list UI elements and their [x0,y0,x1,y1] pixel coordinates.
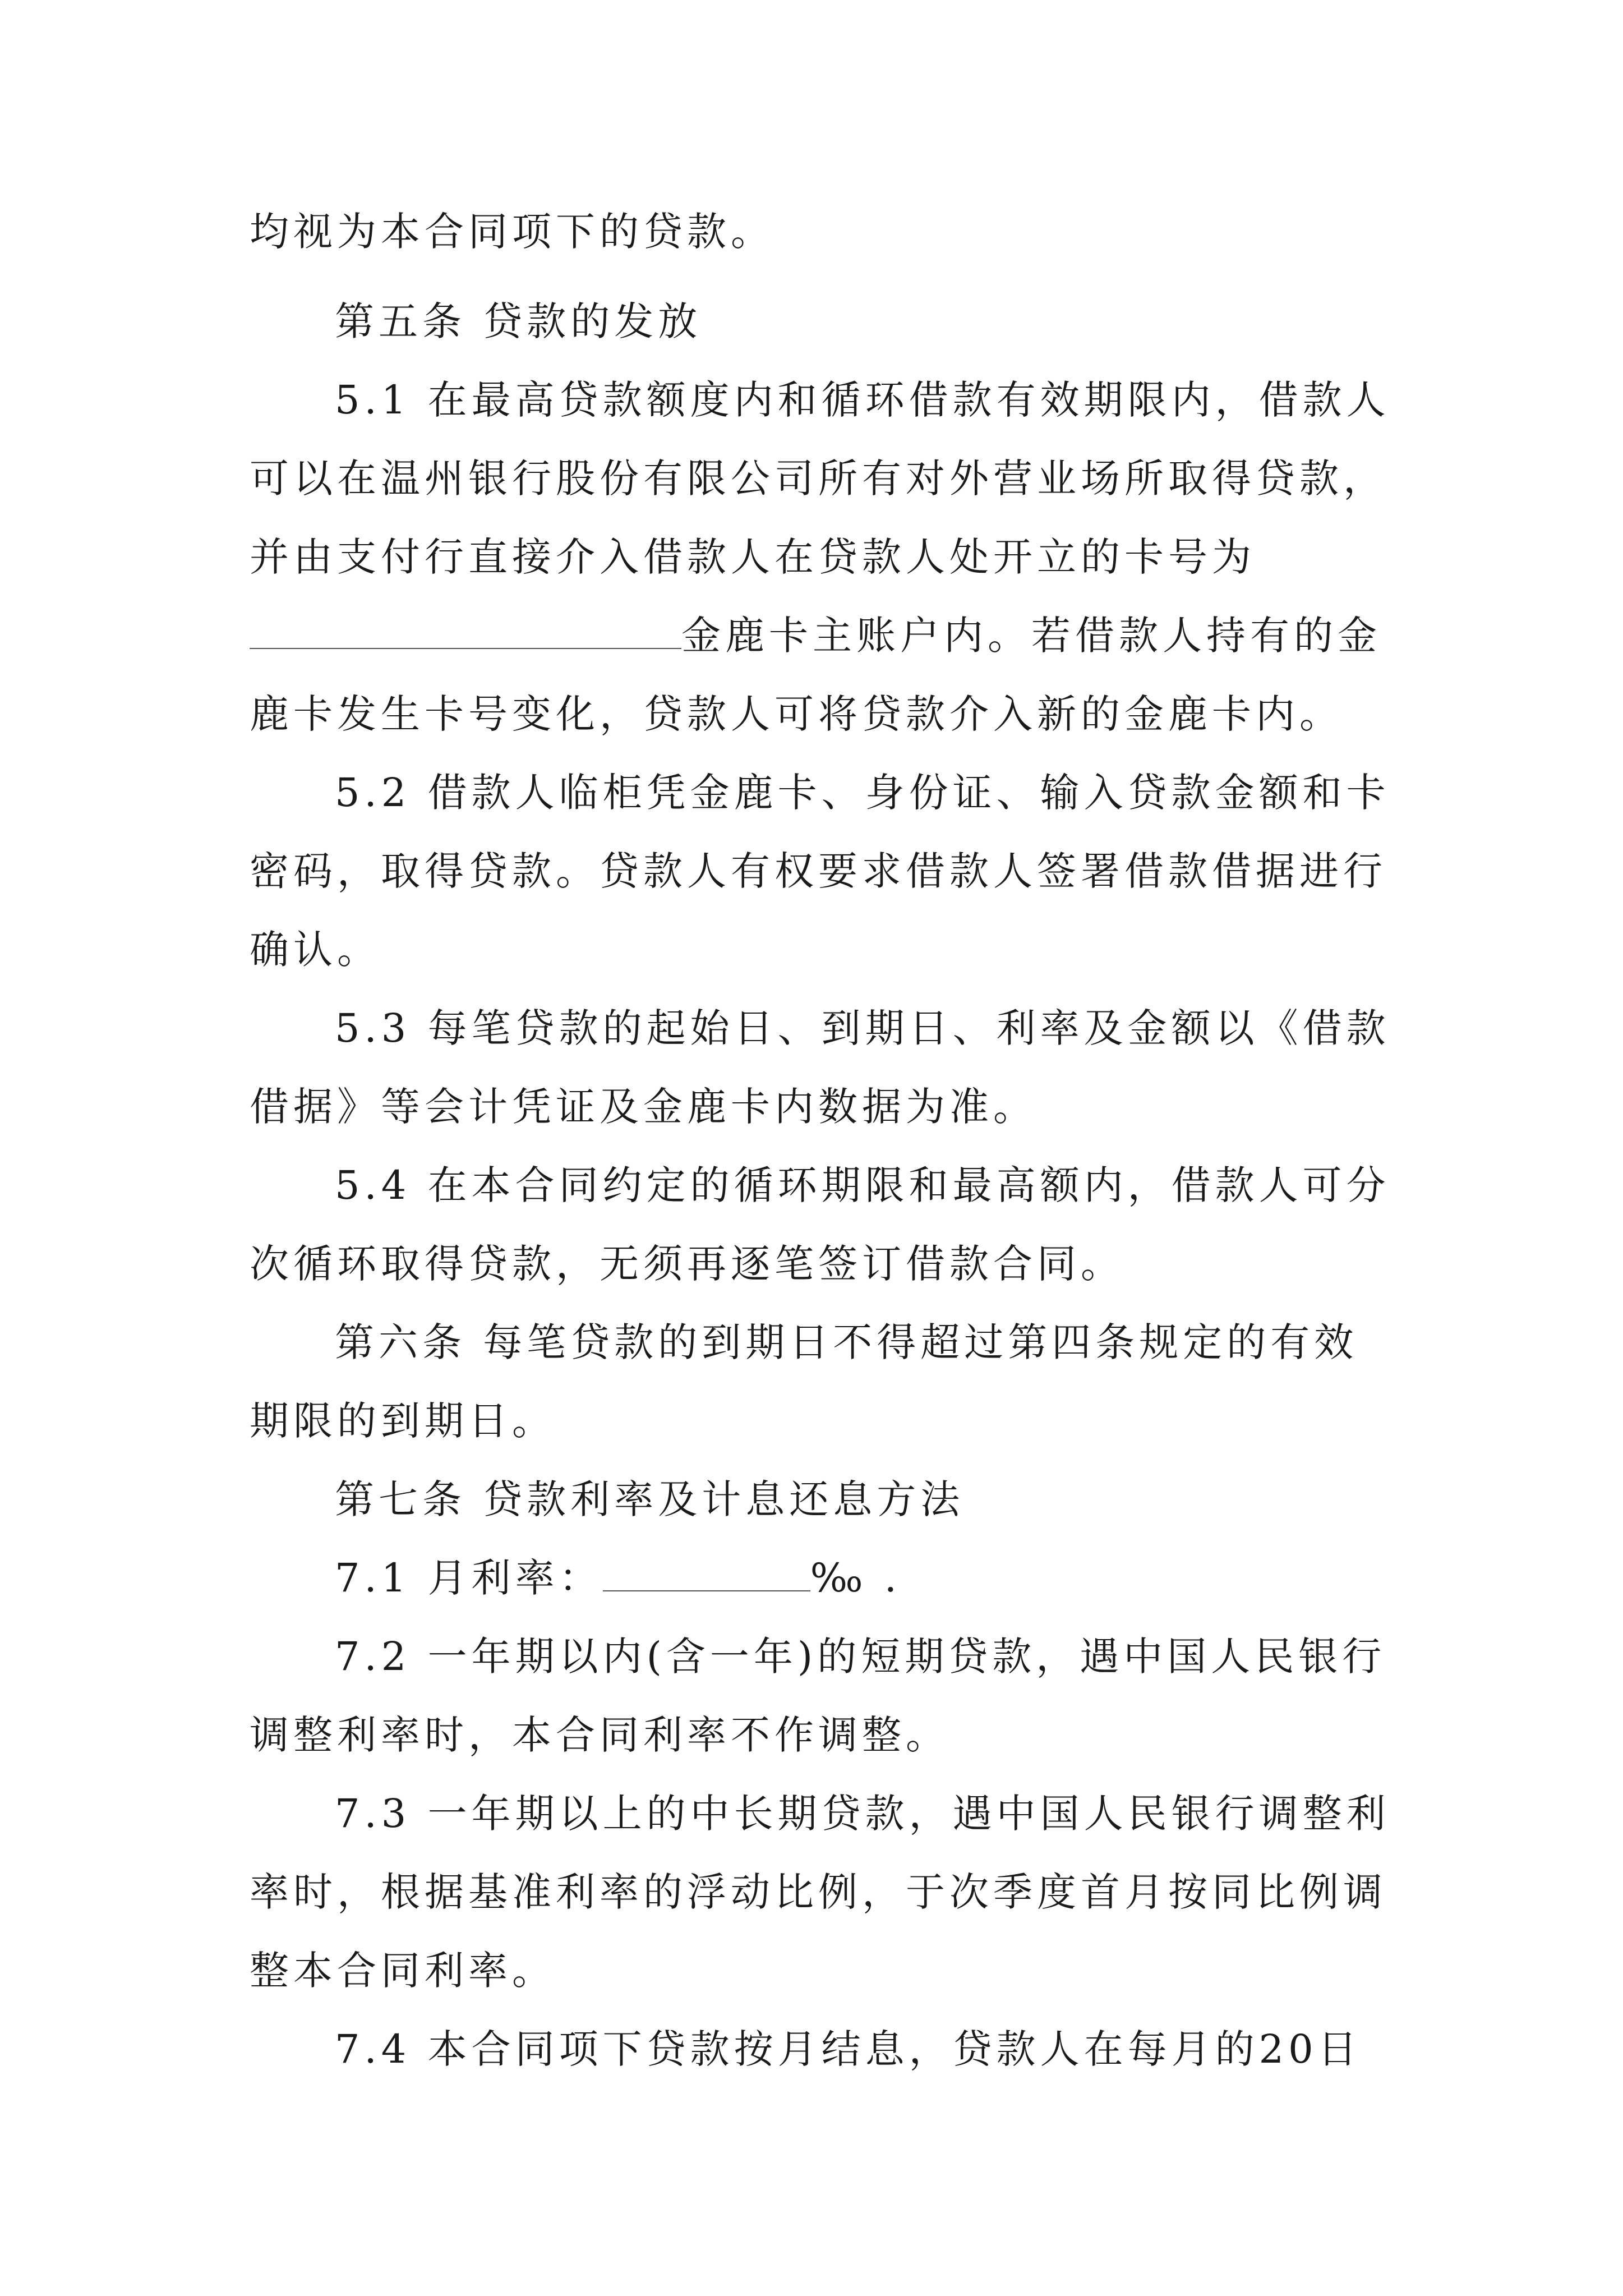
text-line: 调整利率时，本合同利率不作调整。 [250,1712,949,1758]
text-line: 均视为本合同项下的贷款。 [250,209,774,255]
text-line: 7.2 一年期以内(含一年)的短期贷款，遇中国人民银行 [335,1634,1386,1680]
text-line: 次循环取得贷款，无须再逐笔签订借款合同。 [250,1241,1124,1287]
text-fragment: 7.1 月利率： [335,1555,603,1601]
text-line: 期限的到期日。 [250,1398,556,1444]
text-line: 整本合同利率。 [250,1948,556,1994]
text-fragment: 金鹿卡主账户内。若借款人持有的金 [681,613,1381,659]
text-line: 密码，取得贷款。贷款人有权要求借款人签署借款借据进行 [250,848,1387,894]
text-line: 7.4 本合同项下贷款按月结息，贷款人在每月的20日 [335,2026,1362,2072]
text-line [250,605,1381,666]
text-line: 7.3 一年期以上的中长期贷款，遇中国人民银行调整利 [335,1791,1390,1837]
section-heading: 第七条 贷款利率及计息还息方法 [335,1476,965,1522]
text-line: 5.4 在本合同约定的循环期限和最高额内，借款人可分 [335,1162,1390,1208]
section-heading: 第六条 每笔贷款的到期日不得超过第四条规定的有效 [335,1319,1358,1365]
section-heading: 第五条 贷款的发放 [335,298,702,344]
text-line: 鹿卡发生卡号变化，贷款人可将贷款介入新的金鹿卡内。 [250,691,1343,737]
text-line: 5.1 在最高贷款额度内和循环借款有效期限内，借款人 [335,377,1390,423]
interest-rate-blank [603,1557,810,1591]
text-line [335,1547,901,1609]
text-line: 并由支付行直接介入借款人在贷款人处开立的卡号为 [250,534,1256,580]
text-line: 借据》等会计凭证及金鹿卡内数据为准。 [250,1084,1037,1130]
text-line: 率时，根据基准利率的浮动比例，于次季度首月按同比例调 [250,1869,1387,1915]
text-line: 确认。 [250,927,381,973]
text-fragment: ‰ . [810,1555,902,1601]
text-line: 5.2 借款人临柜凭金鹿卡、身份证、输入贷款金额和卡 [335,770,1390,816]
card-number-blank [250,614,681,649]
text-line: 可以在温州银行股份有限公司所有对外营业场所取得贷款， [250,455,1387,501]
text-line: 5.3 每笔贷款的起始日、到期日、利率及金额以《借款 [335,1005,1390,1051]
